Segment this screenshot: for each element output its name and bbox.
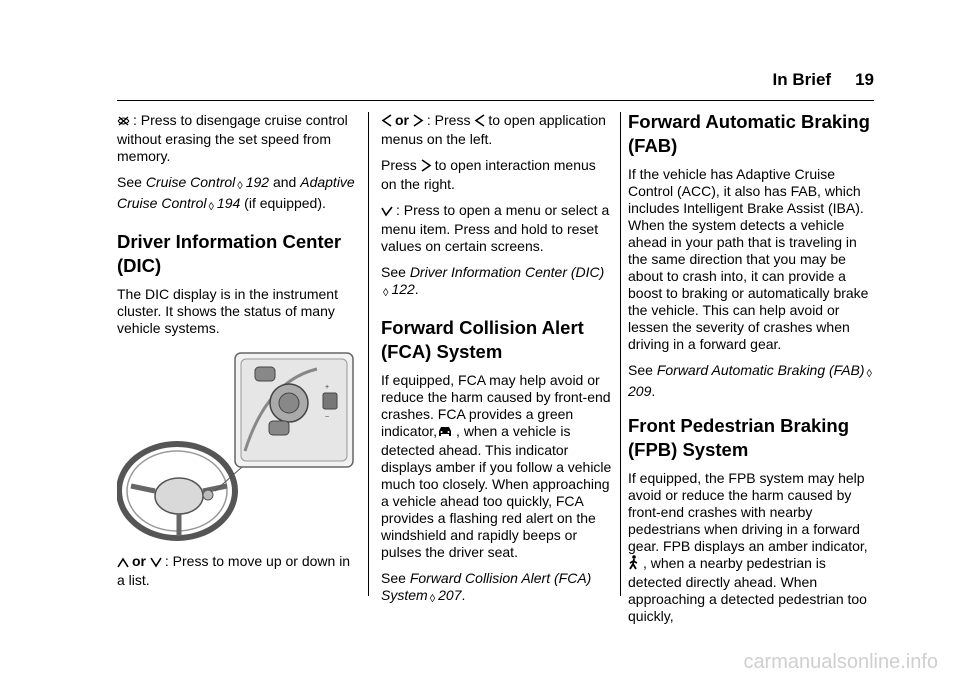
heading-fca: Forward Collision Alert (FCA) System (381, 317, 584, 362)
paragraph-fpb: If equipped, the FPB system may help avoid or reduce the harm caused by front-end crashes with nearby pedestrians when driving in a forward gear. FPB displays an amber indicator,, when a nearby pedestrian is detected directly ahead. When approaching a detected pedestrian too quickly, (628, 470, 868, 624)
pedestrian-icon (628, 555, 640, 574)
paragraph-up-down: or : Press to move up or down in a list. (117, 553, 351, 588)
heading-dic: Driver Information Center (DIC) (117, 231, 342, 276)
page-header (773, 70, 874, 90)
page-reference-icon: ◊ (237, 180, 243, 192)
ref-link[interactable]: Adaptive Cruise Control (117, 174, 355, 211)
ref-page[interactable]: 192 (245, 174, 270, 190)
cruise-cancel-icon (117, 114, 130, 131)
section-title: In Brief (772, 70, 832, 89)
page-reference-icon: ◊ (429, 593, 436, 605)
paragraph-select: : Press to open a menu or select a menu item. Press and hold to reset values on certain screens. (381, 202, 610, 254)
page-reference-icon: ◊ (208, 201, 214, 213)
ref-page[interactable]: 194 (216, 195, 241, 211)
paragraph-right: Press to open interaction menus on the right. (381, 157, 596, 192)
heading-fpb: Front Pedestrian Braking (FPB) System (628, 415, 850, 460)
paragraph-fca: If equipped, FCA may help avoid or reduce the harm caused by front-end crashes. FCA provides a green indicator, , when a vehicle is detected ahead. This indicator displays amber if you follow a vehicle much too closely. When approaching a vehicle ahead too quickly, FCA provides a flashing red alert on the windshield and rapidly beeps or pulses the driver seat. (381, 372, 612, 560)
ref-link[interactable]: Cruise Control (145, 174, 236, 190)
chevron-left-icon (381, 114, 392, 131)
paragraph-dic: The DIC display is in the instrument cluster. It shows the status of many vehicle systems. (117, 286, 338, 336)
header-rule (117, 100, 874, 101)
page-number: 19 (855, 70, 874, 89)
paragraph-fab-ref: See Forward Automatic Braking (FAB) ◊209. (628, 362, 872, 399)
ref-link[interactable]: Forward Automatic Braking (FAB) (656, 362, 865, 378)
chevron-right-icon (421, 159, 432, 176)
chevron-down-icon (150, 555, 162, 572)
paragraph-left-right: or : Press to open application menus on the left. (381, 112, 606, 147)
watermark: carmanualsonline.info (743, 651, 938, 673)
ref-page[interactable]: 209 (628, 383, 652, 399)
paragraph-cruise-refs: See Cruise Control ◊ 192 and Adaptive Cruise Control ◊ 194 (if equipped). (117, 174, 355, 216)
column-divider (368, 112, 369, 596)
chevron-right-icon (413, 114, 424, 131)
paragraph-cancel: : Press to disengage cruise control without erasing the set speed from memory. (117, 112, 348, 164)
checkmark-icon (381, 204, 393, 221)
paragraph-fca-ref: See Forward Collision Alert (FCA) System ◊ 207. (381, 570, 613, 608)
paragraph-fab: If the vehicle has Adaptive Cruise Control (ACC), it also has FAB, which includes Intelligent Brake Assist (IBA). When the system detects a vehicle ahead in your path that is traveling in the same direction that you may be about to crash into, it can provide a boost to braking or automatically brake the vehicle. This can help avoid or lessen the severity of crashes when driving in a forward gear. (628, 166, 869, 352)
svg-text:−: − (325, 414, 330, 421)
column-3 (628, 112, 878, 634)
steering-wheel-illustration (117, 351, 355, 541)
chevron-left-icon (474, 114, 485, 131)
chevron-up-icon (117, 555, 129, 572)
page-reference-icon: ◊ (383, 287, 389, 299)
ref-link[interactable]: Forward Collision Alert (FCA) System (381, 570, 592, 603)
column-1 (117, 112, 355, 598)
heading-fab: Forward Automatic Braking (FAB) (628, 111, 870, 156)
column-2 (381, 112, 613, 617)
column-divider (620, 112, 621, 596)
ref-page[interactable]: 122 (391, 281, 415, 297)
svg-text:+: + (325, 384, 330, 391)
page-reference-icon: ◊ (866, 368, 872, 380)
ref-link[interactable]: Driver Information Center (DIC) (409, 264, 605, 280)
vehicle-ahead-icon (437, 425, 453, 442)
paragraph-dic-ref: See Driver Information Center (DIC) ◊ 122. (381, 264, 613, 302)
ref-page[interactable]: 207 (438, 587, 462, 603)
